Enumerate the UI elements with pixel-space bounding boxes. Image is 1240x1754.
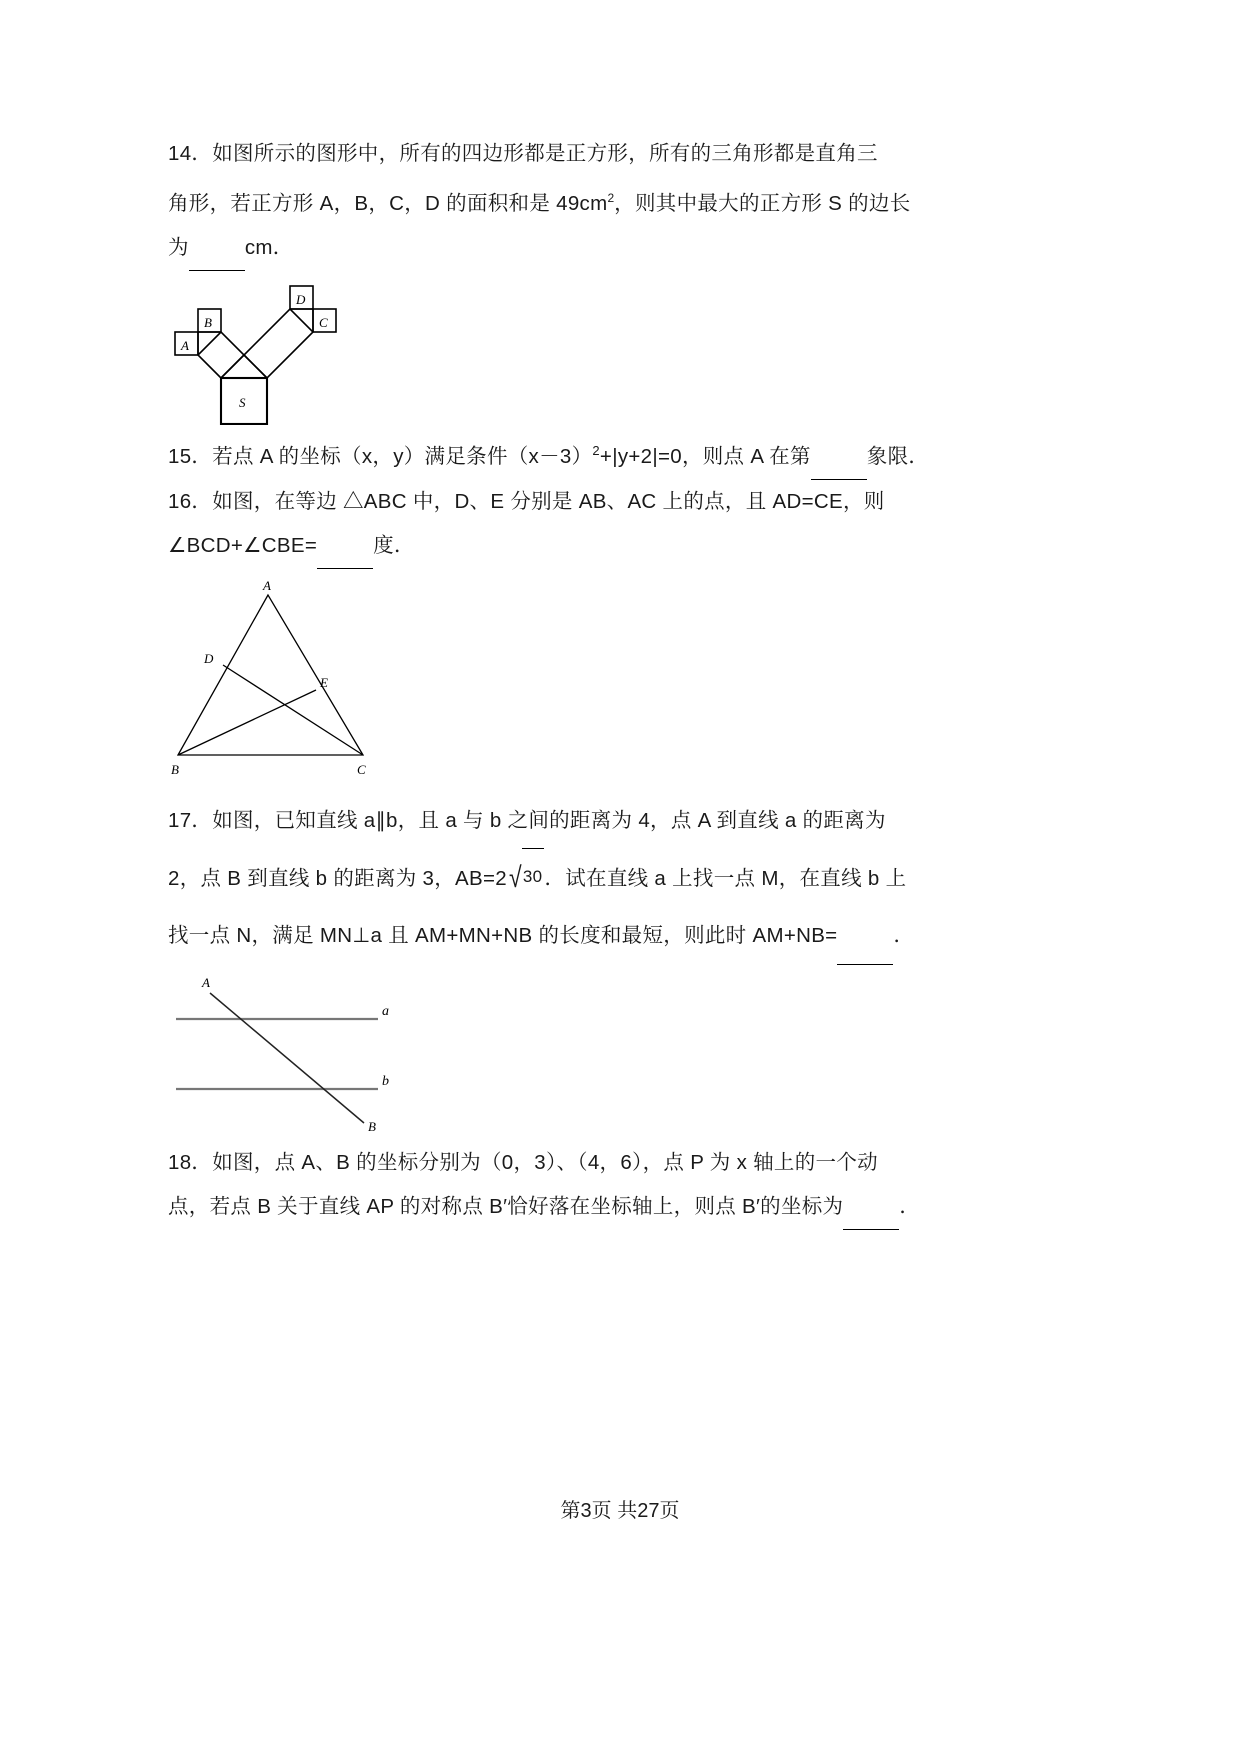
question-17-number: 17 xyxy=(168,808,192,832)
label-B: B xyxy=(204,314,212,330)
segment-cd xyxy=(223,665,363,755)
question-17 xyxy=(168,793,968,965)
label-C: C xyxy=(357,761,366,777)
label-D: D xyxy=(296,291,306,307)
label-S: S xyxy=(239,394,246,410)
question-14-superscript: 2 xyxy=(607,191,615,205)
question-15-text-c: 象限． xyxy=(866,444,930,468)
question-16-line1: ．如图，在等边 △ABC 中，D、E 分别是 AB、AC 上的点，且 AD=CE，则 xyxy=(191,489,885,513)
question-15-text-b: +|y+2|=0，则点 A 在第 xyxy=(599,444,811,468)
label-E: E xyxy=(320,674,328,690)
question-15-number: 15 xyxy=(168,444,192,468)
equilateral-triangle-figure xyxy=(168,577,398,782)
parallel-lines-figure xyxy=(168,971,428,1136)
radicand-value: 30 xyxy=(522,848,545,905)
square-left-medium xyxy=(198,332,244,378)
label-A: A xyxy=(181,337,189,353)
question-18-line1: ．如图，点 A、B 的坐标分别为（0，3）、（4，6），点 P 为 x 轴上的一个动 xyxy=(191,1150,878,1174)
label-A: A xyxy=(263,577,271,593)
answer-blank-17[interactable] xyxy=(837,908,893,965)
question-14-line3a: 为 xyxy=(168,235,189,259)
question-17-line3a: 找一点 N，满足 MN⊥a 且 AM+MN+NB 的长度和最短，则此时 AM+NB= xyxy=(168,923,838,947)
question-16 xyxy=(168,480,968,569)
question-content-area xyxy=(168,132,968,1230)
label-B: B xyxy=(368,1118,376,1134)
label-line-b: b xyxy=(382,1073,389,1089)
segment-ab xyxy=(210,993,364,1123)
label-line-a: a xyxy=(382,1003,389,1019)
question-18-line2a: 点，若点 B 关于直线 AP 的对称点 B′恰好落在坐标轴上，则点 B′的坐标为 xyxy=(168,1194,844,1218)
question-16-line2b: 度． xyxy=(373,533,415,557)
question-14-number: 14 xyxy=(168,142,192,165)
answer-blank-15[interactable] xyxy=(811,435,867,480)
label-D: D xyxy=(204,650,214,666)
question-18-line2b: ． xyxy=(899,1194,921,1218)
label-B: B xyxy=(171,761,179,777)
question-18-number: 18 xyxy=(168,1150,192,1174)
label-A: A xyxy=(202,974,210,990)
question-17-line2a: 2，点 B 到直线 b 的距离为 3，AB=2 xyxy=(168,866,507,890)
segment-be xyxy=(178,690,316,755)
figure-14-container xyxy=(168,275,968,427)
figure-17-container xyxy=(168,971,968,1139)
question-18 xyxy=(168,1141,968,1230)
question-15-text-a: ．若点 A 的坐标（x，y）满足条件（x－3） xyxy=(191,444,593,468)
question-14-line1: ．如图所示的图形中，所有的四边形都是正方形，所有的三角形都是直角三 xyxy=(191,142,878,165)
question-17-line1: ．如图，已知直线 a∥b，且 a 与 b 之间的距离为 4，点 A 到直线 a 的距离为 xyxy=(191,808,886,832)
radical-glyph: √ xyxy=(508,860,522,893)
answer-blank-14[interactable] xyxy=(189,226,245,271)
answer-blank-18[interactable] xyxy=(843,1185,899,1230)
label-C: C xyxy=(319,314,328,330)
square-right-medium xyxy=(244,309,313,378)
question-17-line2b: ．试在直线 a 上找一点 M，在直线 b 上 xyxy=(544,866,907,890)
question-15-superscript: 2 xyxy=(592,442,600,458)
triangle-edge-2 xyxy=(221,355,244,378)
question-16-number: 16 xyxy=(168,489,192,513)
question-14-line2a: 角形，若正方形 A，B，C，D 的面积和是 49cm xyxy=(168,191,608,215)
question-14-line2b: ，则其中最大的正方形 S 的边长 xyxy=(614,191,911,215)
page-footer: 第3页 共27页 xyxy=(560,1500,680,1522)
question-16-line2a: ∠BCD+∠CBE= xyxy=(168,533,318,557)
question-14 xyxy=(168,132,968,271)
square-root-symbol xyxy=(507,849,544,908)
triangle-abc xyxy=(178,595,363,755)
figure-16-container xyxy=(168,577,968,789)
question-15 xyxy=(168,429,968,480)
answer-blank-16[interactable] xyxy=(317,524,373,569)
question-14-line3b: cm． xyxy=(244,235,294,259)
triangle-edge-1 xyxy=(244,355,267,378)
question-17-line3b: ． xyxy=(893,923,915,947)
squares-pythagoras-figure xyxy=(168,275,368,425)
